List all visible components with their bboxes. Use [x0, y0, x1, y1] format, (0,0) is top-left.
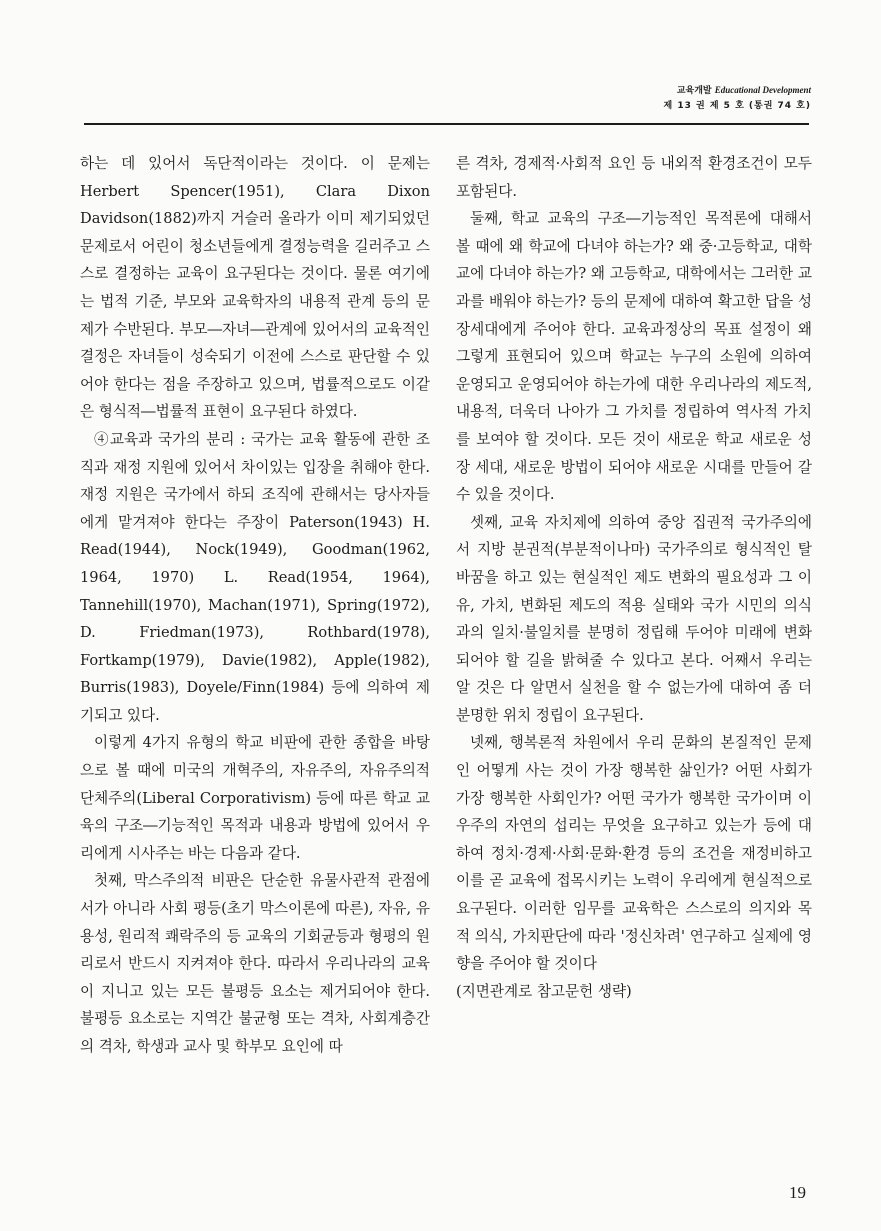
- paragraph: 셋째, 교육 자치제에 의하여 중앙 집권적 국가주의에서 지방 분권적(부분적이나마) 국가주의로 형식적인 탈바꿈을 하고 있는 현실적인 제도 변화의 필요성과 그 이유, 가치, 변화된 제도의 적용 실태와 국가 시민의 의식과의 일치·불일치를 분명히 정립해 두어야 미래에 변화되어야 할 길을 밝혀줄 수 있다고 본다. 어째서 우리는 알 것은 다 알면서 실천을 할 수 없는가에 대하여 좀 더 분명한 위치 정립이 요구된다.: [456, 513, 812, 724]
- journal-title: [664, 84, 811, 97]
- paragraph: 둘째, 학교 교육의 구조―기능적인 목적론에 대해서 볼 때에 왜 학교에 다녀야 하는가? 왜 중·고등학교, 대학교에 다녀야 하는가? 왜 고등학교, 대학에서는 그러한 교과를 배워야 하는가? 등의 문제에 대하여 확고한 답을 성장세대에게 주어야 한다. 교육과정상의 목표 설정이 왜 그렇게 표현되어 있으며 학교는 누구의 소원에 의하여 운영되고 운영되어야 하는가에 대한 우리나라의 제도적, 내용적, 더욱더 나아가 그 가치를 정립하여 역사적 가치를 보여야 할 것이다. 모든 것이 새로운 학교 새로운 성장 세대, 새로운 방법이 되어야 새로운 시대를 만들어 갈 수 있을 것이다.: [456, 210, 812, 504]
- left-column: [80, 150, 430, 1061]
- paragraph: 첫째, 막스주의적 비판은 단순한 유물사관적 관점에서가 아니라 사회 평등(초기 막스이론에 따른), 자유, 유용성, 원리적 쾌락주의 등 교육의 기회균등과 형평의 원리로서 반드시 지켜져야 한다. 따라서 우리나라의 교육이 지니고 있는 모든 불평등 요소는 제거되어야 한다. 불평등 요소로는 지역간 불균형 또는 격차, 사회계층간의 격차, 학생과 교사 및 학부모 요인에 따: [80, 872, 430, 1055]
- header-rule: [84, 123, 809, 125]
- page-number: 19: [789, 1183, 806, 1202]
- journal-title-en: Educational Development: [714, 85, 811, 95]
- paragraph: 이렇게 4가지 유형의 학교 비판에 관한 종합을 바탕으로 볼 때에 미국의 개혁주의, 자유주의, 자유주의적 단체주의(Liberal Corporativism) 등에 따른 학교 교육의 구조―기능적인 목적과 내용과 방법에 있어서 우리에게 시사주는 바는 다음과 같다.: [80, 734, 430, 862]
- paragraph: 넷째, 행복론적 차원에서 우리 문화의 본질적인 문제인 어떻게 사는 것이 가장 행복한 삶인가? 어떤 사회가 가장 행복한 사회인가? 어떤 국가가 행복한 국가이며 이 우주의 자연의 섭리는 무엇을 요구하고 있는가 등에 대하여 정치·경제·사회·문화·환경 등의 조건을 재정비하고 이를 곧 교육에 접목시키는 노력이 우리에게 현실적으로 요구된다. 이러한 임무를 교육학은 스스로의 의지와 목적 의식, 가치판단에 따라 '정신차려' 연구하고 실제에 영향을 주어야 할 것이다: [456, 734, 812, 973]
- paragraph: 하는 데 있어서 독단적이라는 것이다. 이 문제는 Herbert Spencer(1951), Clara Dixon Davidson(1882)까지 거슬러 올라가 이미 제기되었던 문제로서 어린이 청소년들에게 결정능력을 길러주고 스스로 결정하는 교육이 요구된다는 것이다. 물론 여기에는 법적 기준, 부모와 교육학자의 내용적 관계 등의 문제가 수반된다. 부모―자녀―관계에 있어서의 교육적인 결정은 자녀들이 성숙되기 이전에 스스로 판단할 수 있어야 한다는 점을 주장하고 있으며, 법률적으로도 이같은 형식적―법률적 표현이 요구된다 하였다.: [80, 155, 430, 421]
- running-header: [664, 84, 811, 113]
- right-column: [456, 150, 812, 1005]
- paragraph: 른 격차, 경제적·사회적 요인 등 내외적 환경조건이 모두 포함된다.: [456, 155, 812, 200]
- issue-info: 제 13 권 제 5 호 (통권 74 호): [663, 101, 811, 111]
- journal-title-ko: 교육개발: [676, 86, 712, 96]
- paragraph: ④교육과 국가의 분리 : 국가는 교육 활동에 관한 조직과 재정 지원에 있어서 차이있는 입장을 취해야 한다. 재정 지원은 국가에서 하되 조직에 관해서는 당사자들에게 맡겨져야 한다는 주장이 Paterson(1943) H. Read(1944), Nock(1949), Goodman(1962, 1964, 1970) L. Read(1954, 1964), Tannehill(1970), Machan(1971), Spring(1972), D. Friedman(1973), Rothbard(1978), Fortkamp(1979), Davie(1982), Apple(1982), Burris(1983), Doyele/Finn(1984) 등에 의하여 제기되고 있다.: [80, 430, 430, 724]
- references-note: (지면관계로 참고문헌 생략): [456, 982, 632, 1000]
